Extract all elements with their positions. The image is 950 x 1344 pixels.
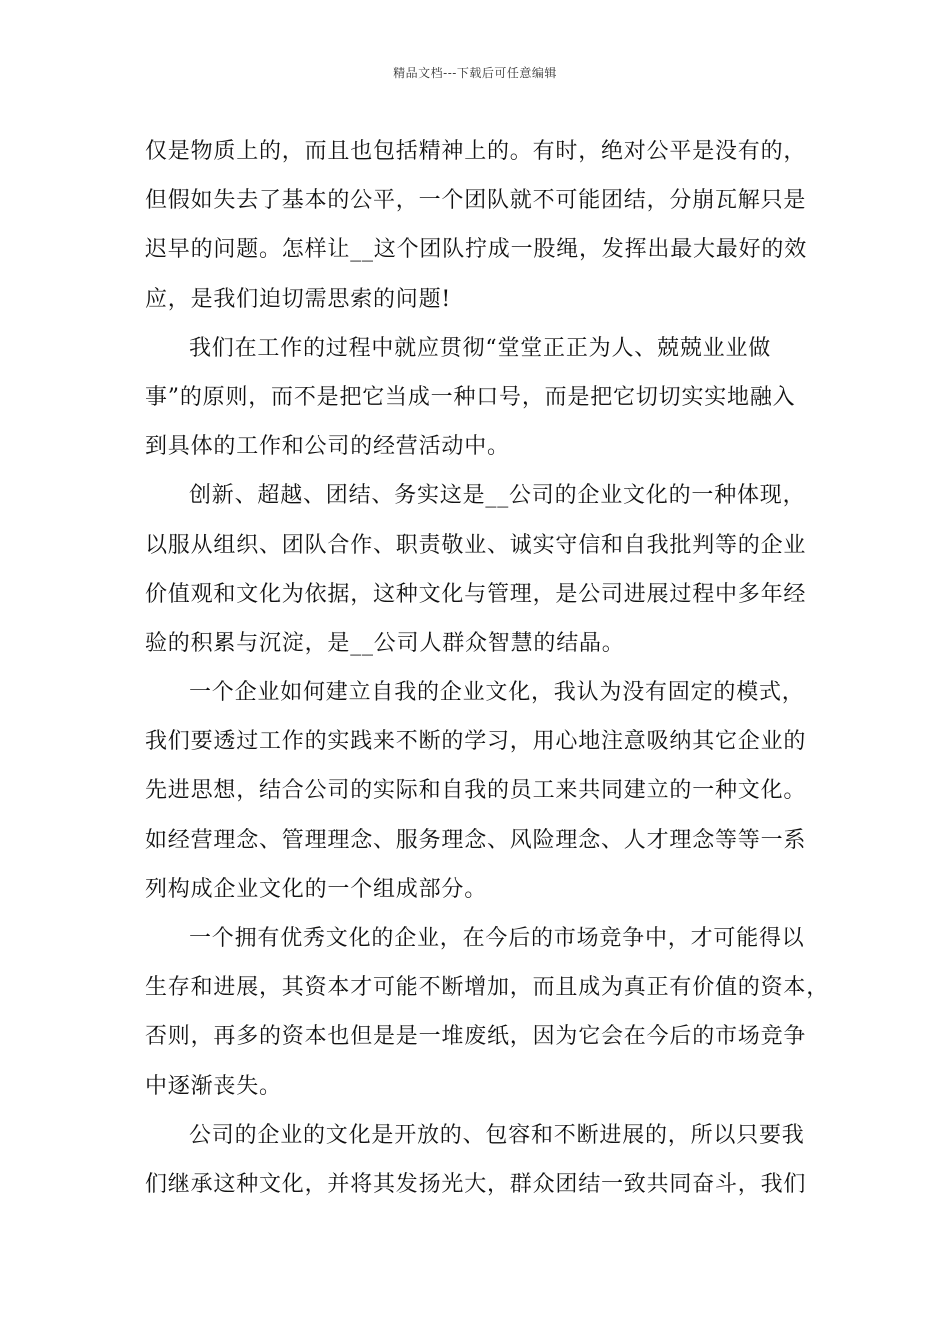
text-line: 验的积累与沉淀，是__公司人群众智慧的结晶。 (145, 630, 625, 656)
text-line: 但假如失去了基本的公平，一个团队就不可能团结，分崩瓦解只是 (145, 188, 807, 214)
page-header: 精品文档---下载后可任意编辑 (393, 66, 557, 80)
text-line: 价值观和文化为依据，这种文化与管理，是公司进展过程中多年经 (145, 581, 807, 607)
text-line: 应，是我们迫切需思索的问题! (145, 286, 452, 312)
text-line: 生存和进展，其资本才可能不断增加，而且成为真正有价值的资本， (145, 975, 830, 1001)
text-line: 先进思想，结合公司的实际和自我的员工来共同建立的一种文化。 (145, 778, 807, 804)
text-line: 列构成企业文化的一个组成部分。 (145, 876, 488, 902)
text-line: 我们要透过工作的实践来不断的学习，用心地注意吸纳其它企业的 (145, 729, 807, 755)
paragraph-first-line: 我们在工作的过程中就应贯彻“堂堂正正为人、兢兢业业做 (189, 335, 772, 361)
text-line: 以服从组织、团队合作、职责敬业、诚实守信和自我批判等的企业 (145, 532, 807, 558)
text-line: 如经营理念、管理理念、服务理念、风险理念、人才理念等等一系 (145, 827, 807, 853)
text-line: 否则，再多的资本也但是是一堆废纸，因为它会在今后的市场竞争 (145, 1024, 807, 1050)
text-line: 迟早的问题。怎样让__这个团队拧成一股绳，发挥出最大最好的效 (145, 237, 808, 263)
paragraph-first-line: 公司的企业的文化是开放的、包容和不断进展的，所以只要我 (189, 1122, 805, 1148)
text-line: 事”的原则，而不是把它当成一种口号，而是把它切切实实地融入 (145, 384, 796, 410)
text-line: 们继承这种文化，并将其发扬光大，群众团结一致共同奋斗，我们 (145, 1171, 807, 1197)
text-line: 仅是物质上的，而且也包括精神上的。有时，绝对公平是没有的， (145, 139, 807, 164)
paragraph-first-line: 一个拥有优秀文化的企业，在今后的市场竞争中，才可能得以 (189, 926, 805, 951)
paragraph-first-line: 创新、超越、团结、务实这是__公司的企业文化的一种体现， (189, 483, 806, 509)
paragraph-first-line: 一个企业如何建立自我的企业文化，我认为没有固定的模式， (189, 680, 805, 706)
text-line: 到具体的工作和公司的经营活动中。 (145, 434, 510, 460)
text-line: 中逐渐丧失。 (145, 1073, 282, 1099)
document-body (145, 127, 830, 1209)
